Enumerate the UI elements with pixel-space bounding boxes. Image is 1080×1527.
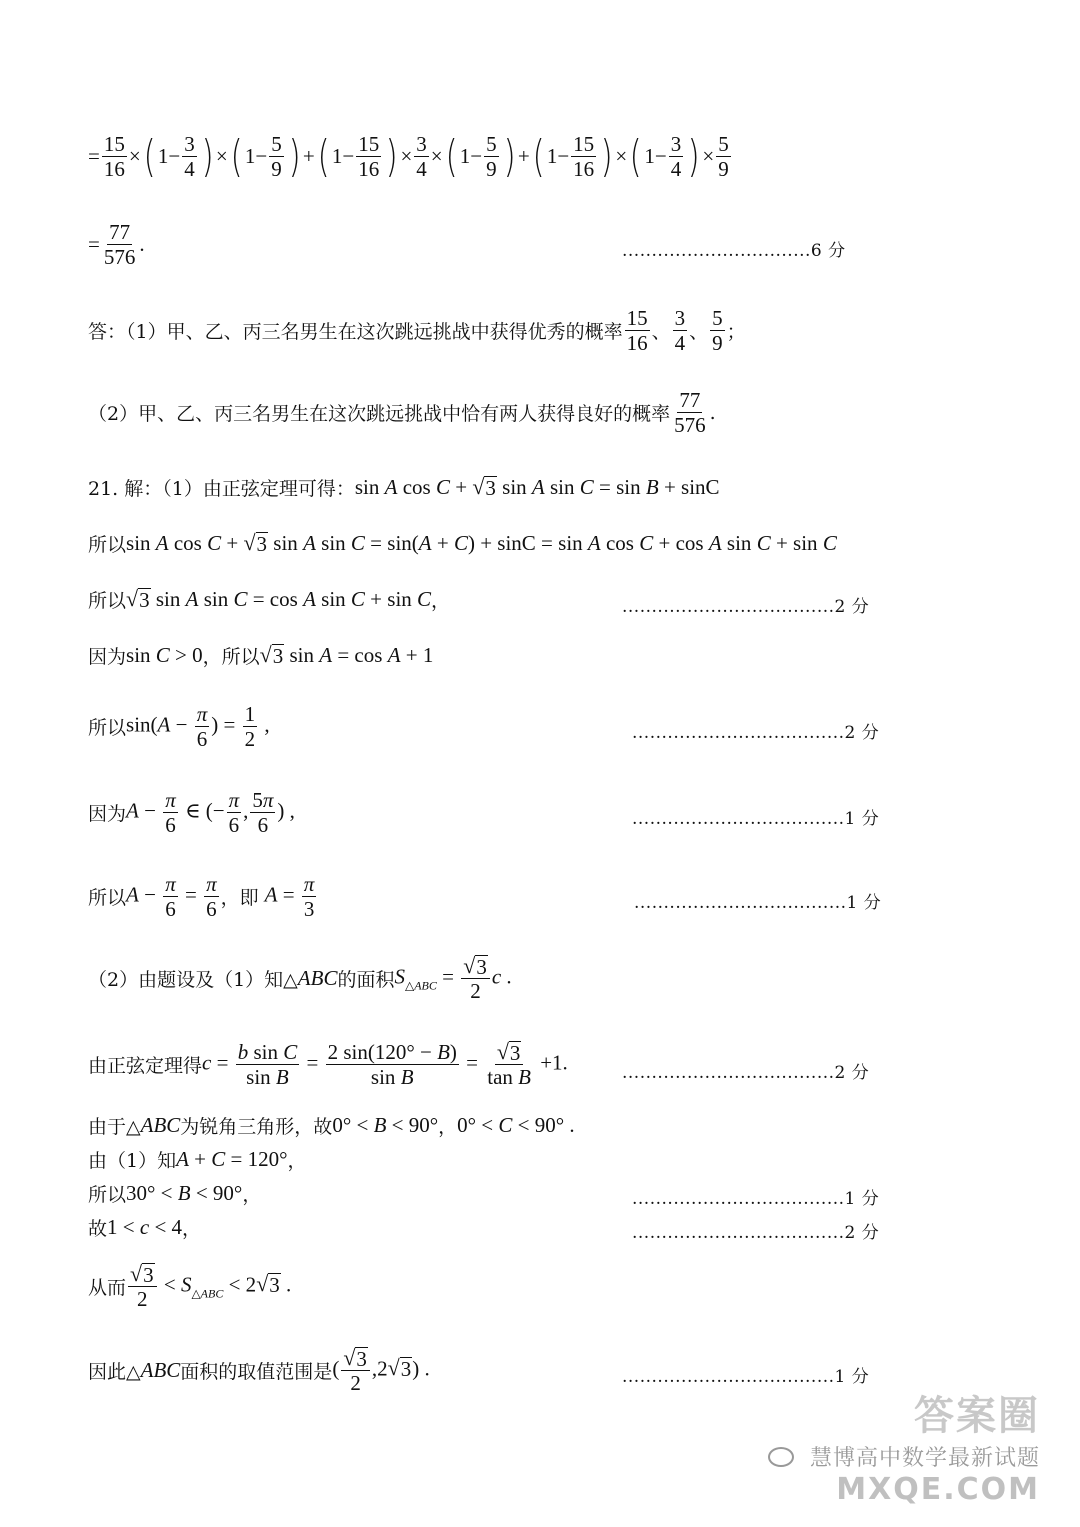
formula-line-1: = $\frac{15}{16}$ × ( 1− $\frac{3}{4}$ ) × ( 1− $\frac{5}{9}$ ) + ( 1− $\frac{15}{16}$ ) × $\frac{3}{4}$ × ( 1− $\frac{5}{9}$ ) + ( 1− $\frac{15}{16}$ ) × ( 1− $\frac{3}{4}$ ) × $\frac{5}{9}$ [88, 130, 729, 182]
q21-heading: 21. 解：（1）由正弦定理可得： sin A cos C + √ 3 sin A sin C = sin B + sinC [88, 474, 720, 500]
score-marker: ....................................2 分 [632, 1223, 880, 1243]
area-range-line: 从而 √ 3 2 < $S_{\triangle ABC} < 2$ √ 3 . [88, 1261, 292, 1312]
formula-line-2: = $\frac{77}{576}$ . [88, 220, 145, 270]
score-marker: ....................................2 分 [622, 1063, 870, 1083]
derivation-line-4: 所以 sin(A − $\frac{\pi}{6}$ ) = $\frac{1}{2}$ , [88, 702, 270, 752]
derivation-line-6: 所以 A − $\frac{\pi}{6}$ = $\frac{\pi}{6}$ ， 即 A = $\frac{\pi}{3}$ [88, 872, 315, 922]
derivation-line-2: 所以 √ 3 sin A sin C = cos A sin C + sin C ， [88, 586, 451, 612]
derivation-line-3: 因为 sin C > 0 ， 所以 √ 3 sin A = cos A + 1 [88, 642, 434, 668]
score-marker: ....................................1 分 [632, 809, 880, 829]
from-part1-line: 由（1）知 A + C = 120° ， [88, 1147, 307, 1172]
score-marker: ....................................1 分 [622, 1367, 870, 1387]
wechat-icon [768, 1447, 794, 1467]
score-marker: ....................................1 分 [634, 893, 882, 913]
derivation-line-1: 所以 sin A cos C + √ 3 sin A sin C = sin(A + C) + sinC = sin A cos C + cos A sin C + sin C [88, 530, 837, 556]
score-marker: ....................................2 分 [622, 597, 870, 617]
derivation-line-5: 因为 A − $\frac{\pi}{6}$ ∈ (− $\frac{\pi}{6}$ , $\frac{5\pi}{6}$ ) , [88, 788, 295, 838]
score-marker: ....................................1 分 [632, 1189, 880, 1209]
answer-line-2: （2）甲、乙、丙三名男生在这次跳远挑战中恰有两人获得良好的概率 $\frac{77}{576}$ . [88, 388, 716, 438]
c-range-line: 故 1 < c < 4 ， [88, 1215, 202, 1240]
acute-line: 由于△ ABC 为锐角三角形，故 0° < B < 90° ， 0° < C < 90° . [88, 1113, 575, 1138]
part2-line: （2）由题设及（1）知△ ABC 的面积 $S_{\triangle ABC}$ = √ 3 2 c . [88, 953, 512, 1004]
b-range-line: 所以 30° < B < 90° ， [88, 1181, 262, 1206]
equals-sign: = [88, 144, 100, 169]
watermark-logo: 答案圈 [914, 1393, 1040, 1439]
answer-line-1: 答：（1）甲、乙、丙三名男生在这次跳远挑战中获得优秀的概率 $\frac{15}{16}$ 、 $\frac{3}{4}$ 、 $\frac{5}{9}$ ； [88, 306, 746, 356]
watermark-account: 慧博高中数学最新试题 [809, 1446, 1040, 1471]
watermark-url: MXQE.COM [836, 1472, 1040, 1507]
score-marker: ................................6 分 [622, 241, 846, 261]
watermark [768, 1384, 1040, 1507]
final-answer-line: 因此△ ABC 面积的取值范围是 ( √ 3 2 ,2 √ 3 ) . [88, 1345, 430, 1396]
law-of-sines-line: 由正弦定理得 c = $\frac{\text{b sin C}}{\text{sin B}}$ = $\frac{2 \sin(120^\circ - B)}{\text{sin B}}$ = √ 3 tan B +1. [88, 1039, 568, 1090]
score-marker: ....................................2 分 [632, 723, 880, 743]
